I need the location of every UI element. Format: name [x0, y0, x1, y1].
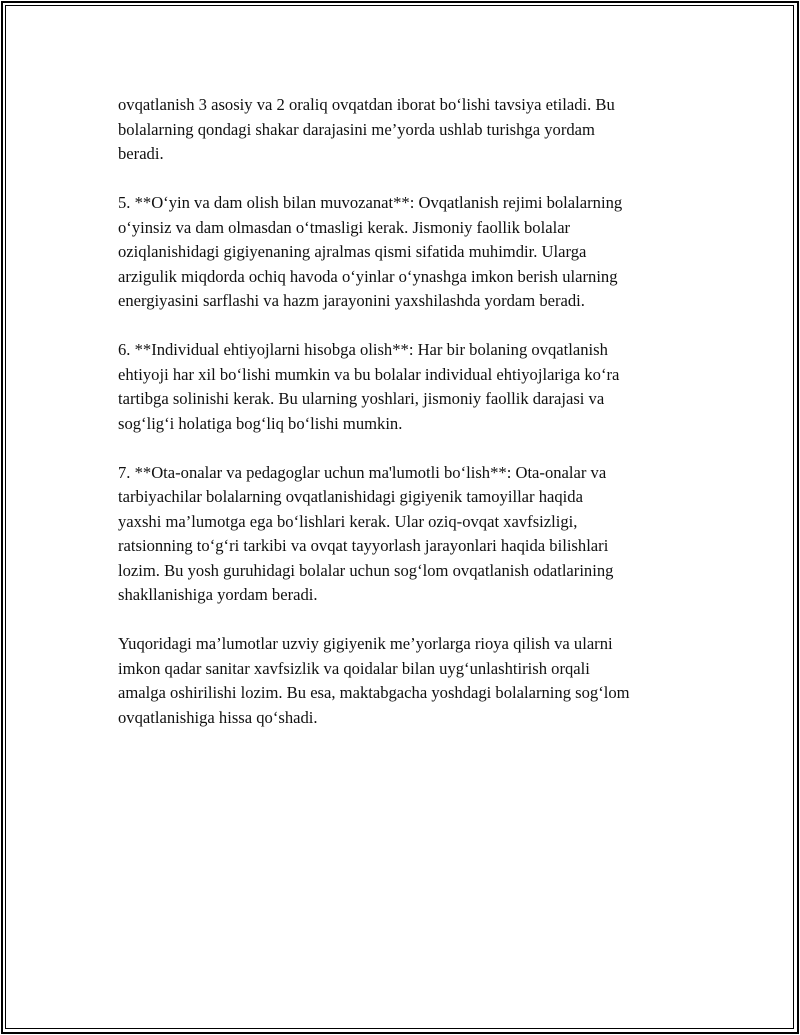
- text-line: energiyasini sarflashi va hazm jarayonini yaxshilashda yordam beradi.: [118, 291, 585, 310]
- text-line: ratsionning to‘g‘ri tarkibi va ovqat tayyorlash jarayonlari haqida bilishlari: [118, 536, 609, 555]
- paragraph-item-5: [118, 191, 698, 314]
- paragraph-item-7: [118, 461, 698, 608]
- text-line: amalga oshirilishi lozim. Bu esa, maktabgacha yoshdagi bolalarning sog‘lom: [118, 683, 630, 702]
- text-line: oziqlanishidagi gigiyenaning ajralmas qismi sifatida muhimdir. Ularga: [118, 242, 587, 261]
- paragraph-item-6: [118, 338, 698, 436]
- text-line: shakllanishiga yordam beradi.: [118, 585, 318, 604]
- text-line: ovqatlanish 3 asosiy va 2 oraliq ovqatdan iborat bo‘lishi tavsiya etiladi. Bu: [118, 95, 615, 114]
- text-line: tarbiyachilar bolalarning ovqatlanishidagi gigiyenik tamoyillar haqida: [118, 487, 583, 506]
- paragraph-intro-continuation: [118, 93, 698, 167]
- text-line: ovqatlanishiga hissa qo‘shadi.: [118, 707, 318, 727]
- paragraph-conclusion: [118, 632, 698, 730]
- text-line: sog‘lig‘i holatiga bog‘liq bo‘lishi mumkin.: [118, 413, 403, 433]
- text-line: beradi.: [118, 144, 164, 163]
- text-line: 5. **O‘yin va dam olish bilan muvozanat**: Ovqatlanish rejimi bolalarning: [118, 193, 623, 212]
- text-line: bolalarning qondagi shakar darajasini me’yorda ushlab turishga yordam: [118, 119, 595, 139]
- text-line: lozim. Bu yosh guruhidagi bolalar uchun sog‘lom ovqatlanish odatlarining: [118, 560, 614, 580]
- text-line: 6. **Individual ehtiyojlarni hisobga olish**: Har bir bolaning ovqatlanish: [118, 340, 608, 359]
- text-line: o‘yinsiz va dam olmasdan o‘tmasligi kerak. Jismoniy faollik bolalar: [118, 217, 571, 237]
- text-line: ehtiyoji har xil bo‘lishi mumkin va bu bolalar individual ehtiyojlariga ko‘ra: [118, 364, 620, 384]
- text-line: arzigulik miqdorda ochiq havoda o‘yinlar o‘ynashga imkon berish ularning: [118, 266, 618, 286]
- text-line: yaxshi ma’lumotga ega bo‘lishlari kerak. Ular oziq-ovqat xavfsizligi,: [118, 511, 578, 531]
- text-line: imkon qadar sanitar xavfsizlik va qoidalar bilan uyg‘unlashtirish orqali: [118, 658, 590, 678]
- text-line: tartibga solinishi kerak. Bu ularning yoshlari, jismoniy faollik darajasi va: [118, 389, 605, 408]
- text-line: 7. **Ota-onalar va pedagoglar uchun ma'lumotli bo‘lish**: Ota-onalar va: [118, 462, 607, 482]
- document-body: [118, 93, 698, 755]
- text-line: Yuqoridagi ma’lumotlar uzviy gigiyenik me’yorlarga rioya qilish va ularni: [118, 634, 613, 653]
